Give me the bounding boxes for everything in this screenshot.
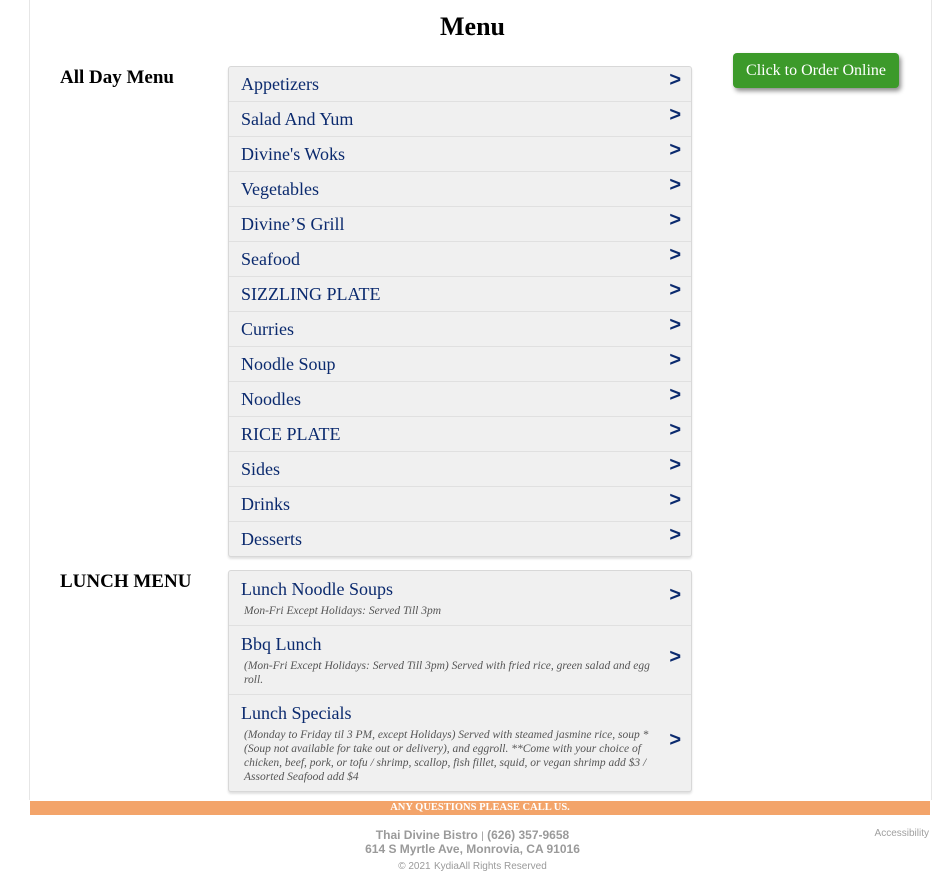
accessibility-link[interactable]: Accessibility — [874, 828, 929, 839]
chevron-right-icon: > — [669, 314, 681, 336]
menu-item-name: Vegetables — [241, 179, 319, 199]
phone-link[interactable]: (626) 357-9658 — [487, 828, 570, 842]
menu-item[interactable] — [229, 136, 691, 171]
menu-item-description: (Mon-Fri Except Holidays: Served Till 3pm) Served with fried rice, green salad and egg roll. — [244, 660, 650, 686]
menu-item[interactable] — [229, 571, 691, 625]
footer — [0, 828, 945, 872]
chevron-right-icon: > — [669, 454, 681, 476]
chevron-right-icon: > — [669, 279, 681, 301]
call-us-banner: ANY QUESTIONS PLEASE CALL US. — [30, 801, 930, 815]
menu-item-name: Divine’S Grill — [241, 214, 345, 234]
menu-item[interactable] — [229, 171, 691, 206]
menu-item-name: Noodle Soup — [241, 354, 336, 374]
address-link[interactable]: 614 S Myrtle Ave, Monrovia, CA 91016 — [365, 842, 580, 856]
menu-item-name: Drinks — [241, 494, 290, 514]
menu-item-name: Divine's Woks — [241, 144, 345, 164]
menu-item-name: Appetizers — [241, 74, 319, 94]
lunch-menu-heading: LUNCH MENU — [60, 571, 192, 592]
all-day-menu-list — [228, 66, 692, 557]
menu-item[interactable] — [229, 694, 691, 791]
menu-item-description: (Monday to Friday til 3 PM, except Holidays) Served with steamed jasmine rice, soup *(Soup not available for take out or delivery), and eggroll. **Come with your choice of chicken, beef, pork, or tofu / shrimp, scallop, fish fillet, squid, or vegan shrimp add $3 / Assorted Seafood add $4 — [244, 729, 649, 783]
menu-item-name: Seafood — [241, 249, 300, 269]
chevron-right-icon: > — [669, 349, 681, 371]
menu-item-name: Bbq Lunch — [241, 634, 322, 654]
menu-item-name: Curries — [241, 319, 294, 339]
menu-item-name: Desserts — [241, 529, 302, 549]
chevron-right-icon: > — [669, 646, 681, 668]
chevron-right-icon: > — [669, 244, 681, 266]
menu-item-name: RICE PLATE — [241, 424, 341, 444]
chevron-right-icon: > — [669, 139, 681, 161]
chevron-right-icon: > — [669, 209, 681, 231]
chevron-right-icon: > — [669, 174, 681, 196]
menu-item-name: SIZZLING PLATE — [241, 284, 381, 304]
chevron-right-icon: > — [669, 419, 681, 441]
footer-address-line — [0, 842, 945, 856]
chevron-right-icon: > — [669, 524, 681, 546]
all-day-menu-heading: All Day Menu — [60, 67, 174, 88]
menu-item[interactable] — [229, 521, 691, 556]
chevron-right-icon: > — [669, 384, 681, 406]
menu-item[interactable] — [229, 486, 691, 521]
menu-item-name: Lunch Specials — [241, 703, 352, 723]
menu-item[interactable] — [229, 206, 691, 241]
page-title: Menu — [440, 12, 505, 41]
menu-item[interactable] — [229, 241, 691, 276]
chevron-right-icon: > — [669, 104, 681, 126]
menu-item[interactable] — [229, 625, 691, 694]
rights-text: All Rights Reserved — [458, 861, 547, 872]
menu-item[interactable] — [229, 311, 691, 346]
chevron-right-icon: > — [669, 69, 681, 91]
footer-separator: | — [481, 831, 484, 842]
copyright-year: © 2021 — [398, 861, 431, 872]
menu-item[interactable] — [229, 101, 691, 136]
menu-item[interactable] — [229, 276, 691, 311]
menu-item[interactable] — [229, 416, 691, 451]
menu-item[interactable] — [229, 67, 691, 101]
chevron-right-icon: > — [669, 584, 681, 606]
menu-item[interactable] — [229, 381, 691, 416]
menu-item-name: Sides — [241, 459, 281, 479]
menu-item-name: Noodles — [241, 389, 301, 409]
lunch-menu-list — [228, 570, 692, 792]
chevron-right-icon: > — [669, 729, 681, 751]
restaurant-name: Thai Divine Bistro — [375, 828, 478, 842]
menu-item[interactable] — [229, 346, 691, 381]
kydia-link[interactable]: Kydia — [433, 861, 459, 872]
menu-item-description: Mon-Fri Except Holidays: Served Till 3pm — [244, 605, 442, 617]
menu-item-name: Lunch Noodle Soups — [241, 579, 393, 599]
footer-contact-line — [0, 828, 945, 842]
menu-item[interactable] — [229, 451, 691, 486]
chevron-right-icon: > — [669, 489, 681, 511]
menu-item-name: Salad And Yum — [241, 109, 354, 129]
order-online-button[interactable]: Click to Order Online — [733, 53, 899, 88]
copyright-line — [0, 858, 945, 872]
